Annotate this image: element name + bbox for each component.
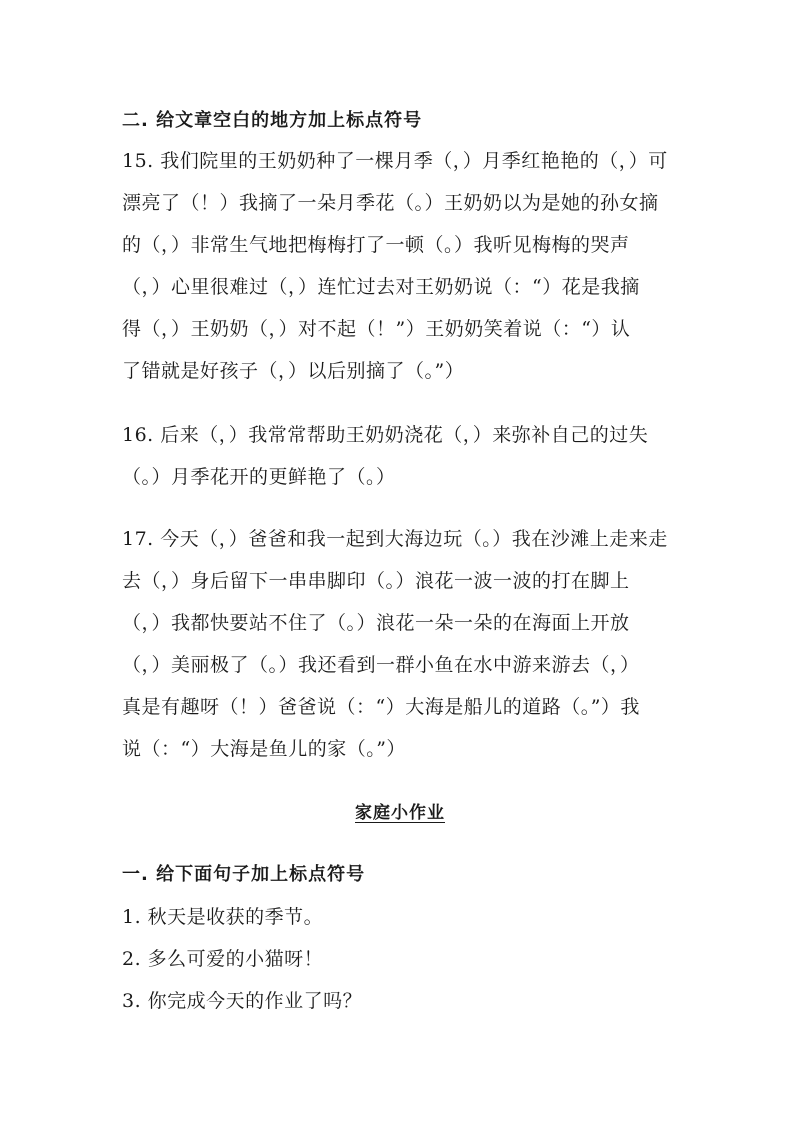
homework-item: 2. 多么可爱的小猫呀！ bbox=[122, 948, 324, 970]
question-17-line: 17. 今天（，）爸爸和我一起到大海边玩（。）我在沙滩上走来走 bbox=[122, 528, 668, 550]
question-15-line: 15. 我们院里的王奶奶种了一棵月季（，）月季红艳艳的（，）可 bbox=[122, 150, 668, 172]
homework-item: 1. 秋天是收获的季节。 bbox=[122, 906, 324, 928]
question-15-line: 的（，）非常生气地把梅梅打了一顿（。）我听见梅梅的哭声 bbox=[122, 234, 630, 256]
question-17-line: 真是有趣呀（！）爸爸说（：“）大海是船儿的道路（。”）我 bbox=[122, 696, 640, 718]
section-heading: 二. 给文章空白的地方加上标点符号 bbox=[122, 110, 423, 131]
question-15-line: （，）心里很难过（，）连忙过去对王奶奶说（：“）花是我摘 bbox=[122, 276, 640, 298]
question-17-line: 去（，）身后留下一串串脚印（。）浪花一波一波的打在脚上 bbox=[122, 570, 630, 592]
question-15-line: 漂亮了（！）我摘了一朵月季花（。）王奶奶以为是她的孙女摘 bbox=[122, 192, 659, 214]
question-15-line: 得（，）王奶奶（，）对不起（！”）王奶奶笑着说（：“）认 bbox=[122, 318, 631, 340]
question-16-line: （。）月季花开的更鲜艳了（。） bbox=[122, 466, 396, 488]
question-15-line: 了错就是好孩子（，）以后别摘了（。”） bbox=[122, 360, 465, 382]
question-17-line: （，）美丽极了（。）我还看到一群小鱼在水中游来游去（，） bbox=[122, 654, 640, 676]
question-17-line: （，）我都快要站不住了（。）浪花一朵一朵的在海面上开放 bbox=[122, 612, 630, 634]
question-17-line: 说（：“）大海是鱼儿的家（。”） bbox=[122, 738, 406, 760]
question-16-line: 16. 后来（，）我常常帮助王奶奶浇花（，）来弥补自己的过失 bbox=[122, 424, 649, 446]
homework-title-text: 家庭小作业 bbox=[355, 803, 445, 823]
homework-heading: 一. 给下面句子加上标点符号 bbox=[122, 864, 366, 885]
homework-item: 3. 你完成今天的作业了吗？ bbox=[122, 990, 363, 1012]
homework-title bbox=[0, 800, 800, 826]
